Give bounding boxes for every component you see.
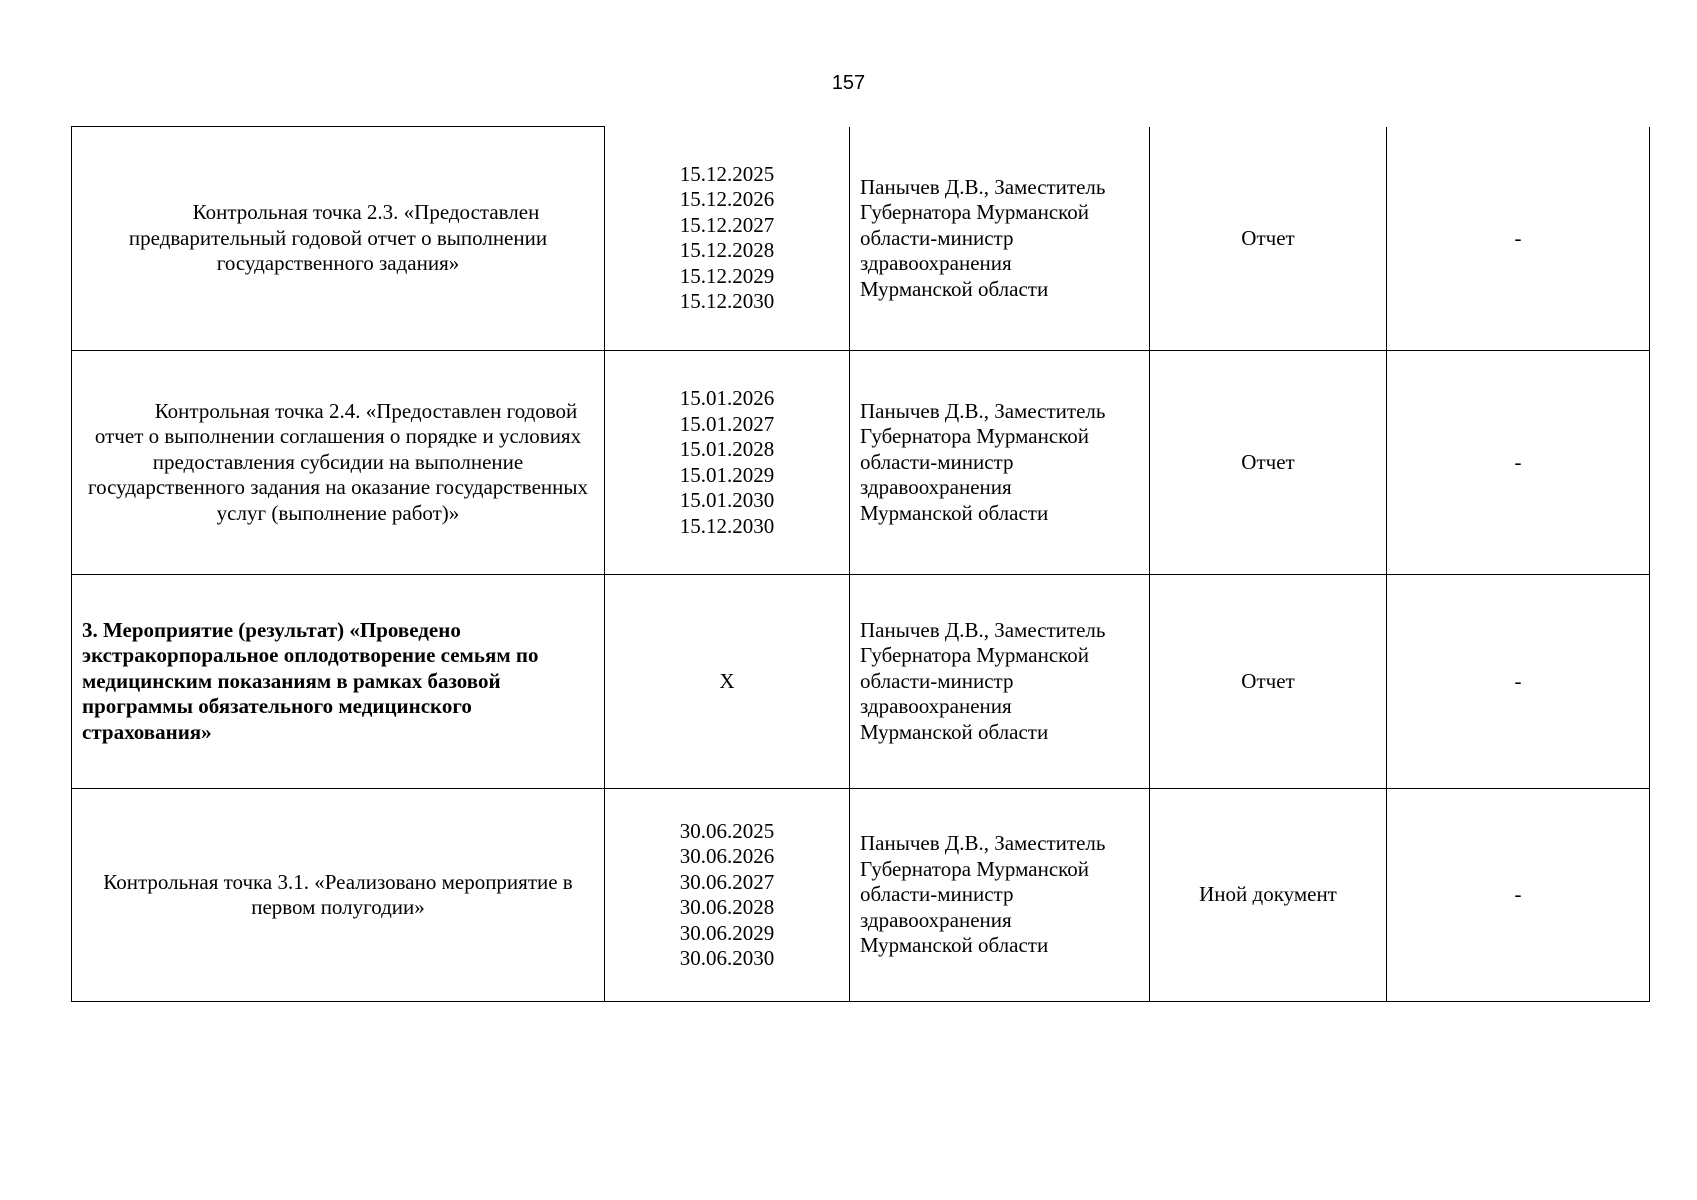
event-name: Контрольная точка 3.1. «Реализовано мероприятие в первом полугодии»	[103, 869, 573, 919]
date: 30.06.2027	[679, 869, 775, 894]
date: 30.06.2026	[679, 844, 775, 868]
date: 15.12.2030	[679, 513, 775, 538]
responsible-line: области-министр	[860, 882, 1014, 907]
responsible-line: Губернатора Мурманской	[860, 643, 1090, 668]
responsible-line: здравоохранения	[860, 251, 1012, 275]
responsible-line: области-министр	[860, 225, 1014, 250]
document-type-cell: Отчет	[1150, 127, 1387, 351]
event-name: 3. Мероприятие (результат) «Проведено экстракорпоральное оплодотворение семьям по медицинским показаниям в рамках базовой программы обязательного медицинского страхования»	[82, 617, 539, 744]
control-points-table	[71, 126, 1650, 1002]
responsible-line: области-министр	[860, 668, 1014, 693]
note-cell: -	[1387, 351, 1650, 575]
date: 15.12.2026	[679, 187, 775, 212]
responsible-cell	[850, 351, 1150, 575]
responsible-line: Панычев Д.В., Заместитель	[860, 398, 1106, 423]
table-row	[72, 127, 1650, 351]
document-type-cell: Иной документ	[1150, 789, 1387, 1002]
event-name-cell	[72, 789, 605, 1002]
event-name: Контрольная точка 2.3. «Предоставлен предварительный годовой отчет о выполнении государственного задания»	[128, 200, 548, 276]
responsible-line: здравоохранения	[860, 694, 1012, 719]
date: 15.12.2028	[679, 238, 775, 263]
responsible-line: Панычев Д.В., Заместитель	[860, 831, 1106, 856]
responsible-line: области-министр	[860, 449, 1014, 474]
responsible-line: здравоохранения	[860, 475, 1012, 500]
responsible-cell	[850, 575, 1150, 789]
responsible-line: Губернатора Мурманской	[860, 856, 1090, 881]
date: 15.01.2027	[679, 411, 775, 436]
responsible-cell	[850, 789, 1150, 1002]
responsible-line: Мурманской области	[860, 500, 1049, 525]
document-type-cell: Отчет	[1150, 351, 1387, 575]
dates-cell	[605, 575, 850, 789]
date: 30.06.2029	[679, 920, 775, 945]
date: 15.12.2025	[679, 161, 775, 186]
date: 15.01.2030	[679, 488, 775, 512]
date: 30.06.2030	[679, 946, 775, 970]
note-cell: -	[1387, 575, 1650, 789]
document-type-cell: Отчет	[1150, 575, 1387, 789]
note-cell: -	[1387, 789, 1650, 1002]
date: X	[719, 668, 735, 693]
responsible-line: здравоохранения	[860, 907, 1012, 932]
date: 15.01.2026	[679, 386, 775, 410]
event-name-cell	[72, 127, 605, 351]
page-number: 157	[831, 72, 866, 94]
responsible-line: Панычев Д.В., Заместитель	[860, 174, 1106, 199]
responsible-line: Мурманской области	[860, 719, 1049, 744]
date: 15.01.2029	[679, 462, 775, 487]
date: 15.12.2027	[679, 212, 775, 237]
responsible-line: Мурманской области	[860, 276, 1049, 301]
event-name-cell	[72, 575, 605, 789]
dates-cell	[605, 789, 850, 1002]
dates-cell	[605, 351, 850, 575]
table-row	[72, 351, 1650, 575]
responsible-line: Губернатора Мурманской	[860, 200, 1090, 224]
responsible-line: Панычев Д.В., Заместитель	[860, 617, 1106, 642]
date: 30.06.2025	[679, 818, 775, 843]
event-name: Контрольная точка 2.4. «Предоставлен годовой отчет о выполнении соглашения о порядке и условиях предоставления субсидии на выполнение государственного задания на оказание государственных услуг (выполнение работ)»	[88, 398, 588, 525]
table-row	[72, 789, 1650, 1002]
note-cell: -	[1387, 127, 1650, 351]
responsible-cell	[850, 127, 1150, 351]
date: 15.01.2028	[679, 437, 775, 461]
responsible-line: Мурманской области	[860, 933, 1049, 958]
event-name-cell	[72, 351, 605, 575]
table-row	[72, 575, 1650, 789]
responsible-line: Губернатора Мурманской	[860, 424, 1090, 449]
date: 30.06.2028	[679, 895, 775, 919]
date: 15.12.2030	[679, 289, 775, 314]
date: 15.12.2029	[679, 263, 775, 288]
dates-cell	[605, 127, 850, 351]
